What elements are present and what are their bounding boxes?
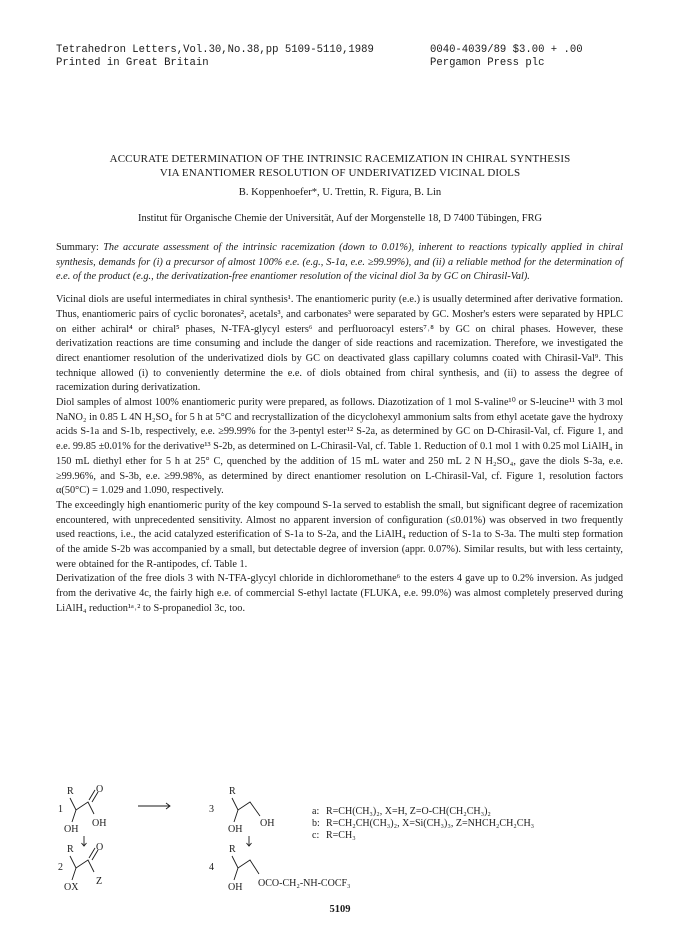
atom-label: O bbox=[96, 784, 104, 795]
atom-label: OH bbox=[64, 824, 79, 835]
body-paragraph: The exceedingly high enantiomeric purity of the key compound S-1a served to establish the small, but significant degree of racemization encountered, with unprecedented sensitivity. Almost no apparent inversion of configuration (≤0.01%) was observed in two frequently used reactions, i.e., the acid catalyzed esterification of S-1a to S-2a, and the LiAlH₄ reduction of S-1a to S-3a. The multi step formation of the amide S-2b was accompanied by a small, but detectable degree of inversion (appr. 0.07%). Similar results, but with less certainty, were obtained for the R-antipodes, cf. Table 1. bbox=[56, 499, 623, 570]
article-body bbox=[56, 241, 623, 617]
substituent-label: R bbox=[229, 844, 236, 855]
journal-line: Tetrahedron Letters,Vol.30,No.38,pp 5109-5110,1989 bbox=[56, 44, 374, 56]
scheme-bonds bbox=[70, 790, 260, 880]
ester-group-label: OCO-CH₂-NH-COCF₃ bbox=[258, 878, 351, 889]
substituent-label: R bbox=[67, 786, 74, 797]
body-paragraph: Vicinal diols are useful intermediates in chiral synthesis¹. The enantiomeric purity (e.e.) is usually determined after derivative formation. Thus, enantiomeric pairs of cyclic boronates², acetals³, and carbonates³ were separated by GC. Mosher's esters were separated by HPLC on either achiral⁴ or chiral⁵ phases, N-TFA-glycyl esters⁶ and perfluoroacyl esters⁷˒⁸ by GC on chiral phases. However, these derivatization reactions are time consuming and include the danger of side reactions and racemization. Therefore, we investigated the direct enantiomer resolution of the underivatized diols by GC on deactivated glass capillary columns coated with Chirasil-Val⁹. This technique allowed (i) to conveniently determine the e.e. of diols obtained from chiral synthesis, and (ii) to assess the degree of racemization during derivatization. bbox=[56, 294, 623, 394]
substituent-label: R bbox=[67, 844, 74, 855]
legend-key: c: bbox=[312, 830, 320, 841]
atom-label: OX bbox=[64, 882, 79, 893]
title-line-2: VIA ENANTIOMER RESOLUTION OF UNDERIVATIZED VICINAL DIOLS bbox=[159, 167, 521, 179]
institution: Institut für Organische Chemie der Universität, Auf der Morgenstelle 18, D 7400 Tübingen, FRG bbox=[137, 213, 543, 224]
title-line-1: ACCURATE DETERMINATION OF THE INTRINSIC RACEMIZATION IN CHIRAL SYNTHESIS bbox=[109, 153, 571, 165]
summary-paragraph bbox=[56, 241, 623, 285]
atom-label: OH bbox=[228, 882, 243, 893]
author-list: B. Koppenhoefer*, U. Trettin, R. Figura, B. Lin bbox=[238, 187, 442, 198]
legend-text: R=CH₃ bbox=[326, 830, 356, 841]
reaction-scheme bbox=[56, 780, 623, 898]
summary-text: The accurate assessment of the intrinsic racemization (down to 0.01%), inherent to reactions typically applied in chiral synthesis, demands for (i) a precursor of almost 100% e.e. (e.g., S-1a, e.e. ≥99.99%), and (ii) a reliable method for the determination of e.e. of the product (e.g., the derivatization-free enantiomer resolution of the vicinal diol 3a by GC on Chirasil-Val). bbox=[56, 242, 623, 283]
body-paragraph: Diol samples of almost 100% enantiomeric purity were prepared, as follows. Diazotization of 1 mol S-valine¹⁰ or S-leucine¹¹ with 3 mol NaNO₂ in 0.85 L 4N H₂SO₄ for 5 h at 5°C and recrystallization of the dicyclohexyl ammonium salts from ethyl acetate gave the hydroxy acids S-1a and S-1b, respectively, e.e. ≥99.99% for the 3-pentyl ester¹² S-2a, as determined by GC on D-Chirasil-Val, cf. Figure 1, and e.e. 99.85 ±0.01% for the derivative¹³ S-2b, as determined on L-Chirasil-Val, cf. Table 1. Reduction of 0.1 mol 1 with 0.25 mol LiAlH₄ in 150 mL diethyl ether for 5 h at 25° C, quenched by the addition of 15 mL water and 250 mL 2 N H₂SO₄, gave the diols S-3a, e.e. ≥99.96%, and S-3b, e.e. ≥99.98%, as determined by direct enantiomer resolution on L-Chirasil-Val, cf. Figure 1, resolution factors α(50°C) = 1.029 and 1.090, respectively. bbox=[56, 397, 623, 497]
body-paragraph: Derivatization of the free diols 3 with N-TFA-glycyl chloride in dichloromethane⁶ to the esters 4 gave up to 0.2% inversion. As judged from the derivative 4c, the fairly high e.e. of commercial S-ethyl lactate (FLUKA, e.e. 99.0%) was almost completely preserved during LiAlH₄ reduction¹ᵃ˒² to S-propanediol 3c, too. bbox=[56, 573, 623, 614]
summary-label: Summary: bbox=[56, 242, 99, 253]
legend-key: b: bbox=[312, 818, 320, 829]
atom-label: Z bbox=[96, 876, 103, 887]
atom-label: OH bbox=[228, 824, 243, 835]
publisher-line: Pergamon Press plc bbox=[430, 57, 545, 69]
page-number: 5109 bbox=[329, 904, 351, 915]
printed-line: Printed in Great Britain bbox=[56, 57, 209, 69]
compound-number: 3 bbox=[209, 804, 214, 815]
legend-text: R=CH(CH₃)₂, X=H, Z=O-CH(CH₂CH₃)₂ bbox=[326, 806, 491, 817]
legend-text: R=CH₂CH(CH₃)₂, X=Si(CH₃)₃, Z=NHCH₂CH₂CH₃ bbox=[326, 818, 535, 829]
atom-label: OH bbox=[92, 818, 107, 829]
atom-label: OH bbox=[260, 818, 275, 829]
compound-number: 1 bbox=[58, 804, 63, 815]
substituent-label: R bbox=[229, 786, 236, 797]
publisher-info bbox=[430, 44, 583, 70]
compound-number: 2 bbox=[58, 862, 63, 873]
journal-citation bbox=[56, 44, 374, 70]
article-title bbox=[40, 152, 640, 180]
compound-number: 4 bbox=[209, 862, 214, 873]
legend-key: a: bbox=[312, 806, 320, 817]
atom-label: O bbox=[96, 842, 104, 853]
price-line: 0040-4039/89 $3.00 + .00 bbox=[430, 44, 583, 56]
